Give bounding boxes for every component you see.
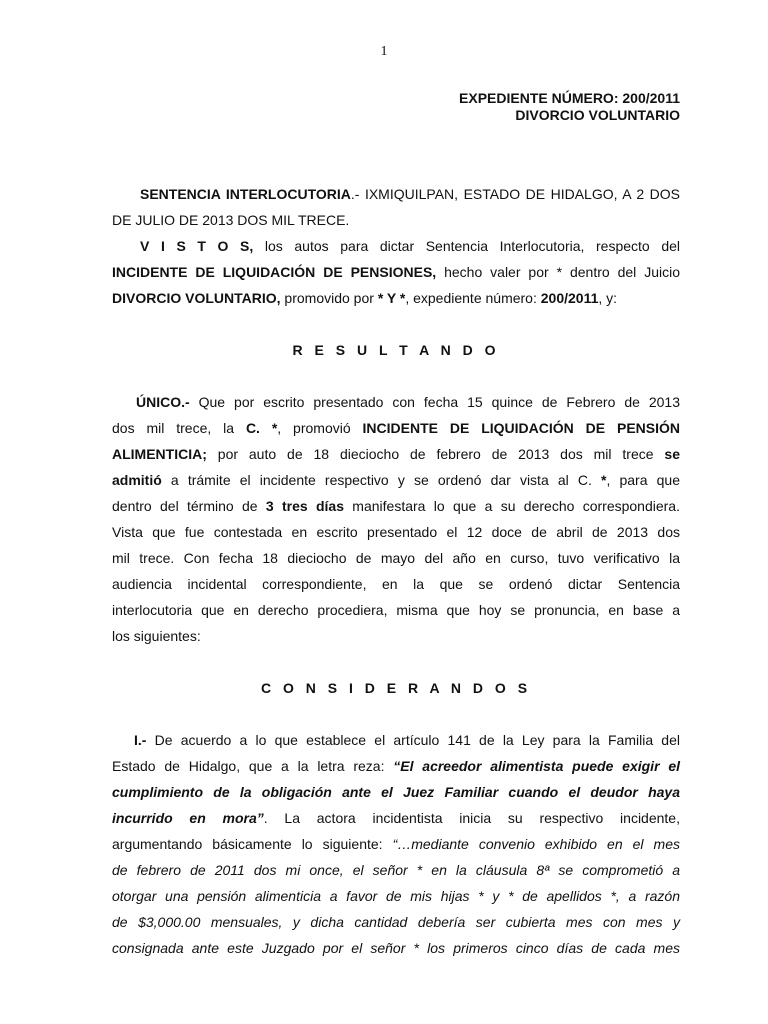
case-number-inline: 200/2011 [540, 290, 599, 306]
considerando-text: Estado de Hidalgo, que a la letra reza: [112, 758, 394, 774]
considerando-line-1 [112, 727, 680, 753]
unico-bold: C. * [245, 420, 278, 436]
quoted-law: “El acreedor alimentista puede exigir el [393, 758, 680, 774]
unico-bold: ALIMENTICIA; [112, 446, 207, 462]
unico-line-6: Vista que fue contestada en escrito presentado el 12 doce de abril de 2013 dos [112, 524, 680, 540]
unico-line-2 [112, 415, 680, 441]
case-number: EXPEDIENTE NÚMERO: 200/2011 [459, 90, 680, 106]
sentence-title: SENTENCIA INTERLOCUTORIA [140, 186, 351, 202]
unico-line-3 [112, 441, 680, 467]
considerando-label: I.- [134, 732, 147, 748]
considerando-line-7 [112, 883, 680, 909]
considerando-line-2 [112, 753, 680, 779]
page-number: 1 [380, 44, 388, 59]
considerando-line-3 [112, 779, 680, 805]
quoted-claim: de $3,000.00 mensuales, y dicha cantidad debería ser cubierta mes con mes y [112, 914, 680, 930]
trial-type: DIVORCIO VOLUNTARIO, [112, 290, 281, 306]
unico-bold: se [664, 446, 680, 462]
unico-text: manifestara lo que a su derecho correspondiera. [343, 498, 680, 514]
intro-line-1 [112, 181, 680, 207]
unico-line-9: interlocutoria que en derecho procediera, misma que hoy se pronuncia, en base a [112, 602, 680, 618]
unico-line-5 [112, 493, 680, 519]
unico-text: a trámite el incidente respectivo y se ordenó dar vista al C. [161, 472, 602, 488]
unico-label: ÚNICO.- [136, 394, 190, 410]
unico-text: dos mil trece, la [112, 420, 246, 436]
unico-text: Que por escrito presentado con fecha 15 quince de Febrero de 2013 [189, 394, 680, 410]
case-header [459, 90, 680, 124]
unico-line-10: los siguientes: [112, 628, 201, 644]
considerando-line-5 [112, 831, 680, 857]
considerando-text: argumentando básicamente lo siguiente: [112, 836, 393, 852]
quoted-claim: consignada ante este Juzgado por el señor * los primeros cinco días de cada mes [112, 940, 680, 956]
intro-place-date: .- IXMIQUILPAN, ESTADO DE HIDALGO, A 2 DOS [350, 186, 680, 202]
vistos-text: , y: [598, 290, 618, 306]
vistos-keyword: V I S T O S, [140, 238, 254, 254]
quoted-law: incurrido en mora” [112, 810, 264, 826]
incident-name: INCIDENTE DE LIQUIDACIÓN DE PENSIONES, [112, 264, 437, 280]
considerando-text: De acuerdo a lo que establece el artículo 141 de la Ley para la Familia del [146, 732, 680, 748]
vistos-line-3 [112, 285, 680, 311]
document-body [112, 181, 680, 961]
quoted-law: cumplimiento de la obligación ante el Juez Familiar cuando el deudor haya [112, 784, 680, 800]
unico-bold: INCIDENTE DE LIQUIDACIÓN DE PENSIÓN [362, 420, 680, 436]
unico-bold: * [601, 472, 607, 488]
quoted-claim: de febrero de 2011 dos mi once, el señor * en la cláusula 8ª se comprometió a [112, 862, 680, 878]
quoted-claim: “…mediante convenio exhibido en el mes [392, 836, 680, 852]
unico-line-4 [112, 467, 680, 493]
unico-bold: admitió [112, 472, 162, 488]
vistos-text: hecho valer por * dentro del Juicio [436, 264, 680, 280]
unico-text: , promovió [277, 420, 363, 436]
resultando-heading: R E S U L T A N D O [292, 342, 500, 358]
unico-text: dentro del término de [112, 498, 266, 514]
considerando-line-9 [112, 935, 680, 961]
unico-text: , para que [606, 472, 680, 488]
unico-line-7: mil trece. Con fecha 18 dieciocho de mayo del año en curso, tuvo verificativo la [112, 550, 680, 566]
vistos-line-1 [112, 233, 680, 259]
vistos-text: promovido por [280, 290, 378, 306]
quoted-claim: otorgar una pensión alimenticia a favor de mis hijas * y * de apellidos *, a razón [112, 888, 680, 904]
unico-line-8: audiencia incidental correspondiente, en la que se ordenó dictar Sentencia [112, 576, 680, 592]
case-type: DIVORCIO VOLUNTARIO [515, 107, 680, 123]
considerandos-heading: C O N S I D E R A N D O S [260, 680, 532, 696]
considerando-line-4 [112, 805, 680, 831]
vistos-line-2 [112, 259, 680, 285]
vistos-text: , expediente número: [405, 290, 541, 306]
considerando-line-8 [112, 909, 680, 935]
unico-text: por auto de 18 dieciocho de febrero de 2013 dos mil trece [206, 446, 665, 462]
unico-bold: 3 tres días [265, 498, 344, 514]
considerando-text: . La actora incidentista inicia su respectivo incidente, [263, 810, 680, 826]
intro-line-2: DE JULIO DE 2013 DOS MIL TRECE. [112, 212, 350, 228]
unico-line-1 [112, 389, 680, 415]
considerando-line-6 [112, 857, 680, 883]
vistos-text: los autos para dictar Sentencia Interlocutoria, respecto del [253, 238, 681, 254]
parties: * Y * [377, 290, 406, 306]
